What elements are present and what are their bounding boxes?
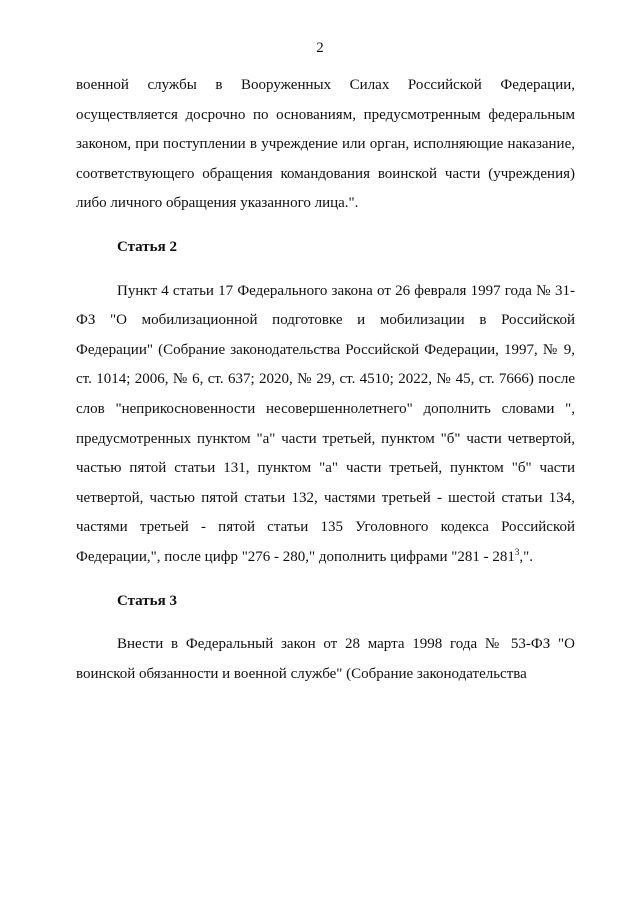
continuation-paragraph: военной службы в Вооруженных Силах Российской Федерации, осуществляется досрочно по основаниям, предусмотренным федеральным законом, при поступлении в учреждение или орган, исполняющие наказание, соответствующего обращения командования воинской части (учреждения) либо личного обращения указанного лица.". [76, 77, 575, 212]
article-3-paragraph: Внести в Федеральный закон от 28 марта 1998 года № 53-ФЗ "О воинской обязанности и военной службе" (Собрание законодательства [76, 636, 575, 682]
page-number: 2 [316, 40, 324, 56]
article-2-superscript: 3 [514, 546, 520, 557]
document-body [76, 71, 575, 689]
article-2-heading: Статья 2 [117, 238, 177, 255]
article-2-text: Пункт 4 статьи 17 Федерального закона от 26 февраля 1997 года № 31-ФЗ "О мобилизационной подготовке и мобилизации в Российской Федерации" (Собрание законодательства Российской Федерации, 1997, № 9, ст. 1014; 2006, № 6, ст. 637; 2020, № 29, ст. 4510; 2022, № 45, ст. 7666) после слов "неприкосновенности несовершеннолетнего" дополнить словами ", предусмотренных пунктом "а" части третьей, пунктом "б" части четвертой, частью пятой статьи 131, пунктом "а" части третьей, пунктом "б" части четвертой, частью пятой статьи 132, частями третьей - шестой статьи 134, частями третьей - пятой статьи 135 Уголовного кодекса Российской Федерации,", после цифр "276 - 280," дополнить цифрами "281 - 281 [76, 282, 575, 565]
article-3-heading: Статья 3 [117, 592, 177, 609]
article-2-text-end: ,". [519, 548, 534, 565]
article-2-paragraph [76, 277, 575, 573]
